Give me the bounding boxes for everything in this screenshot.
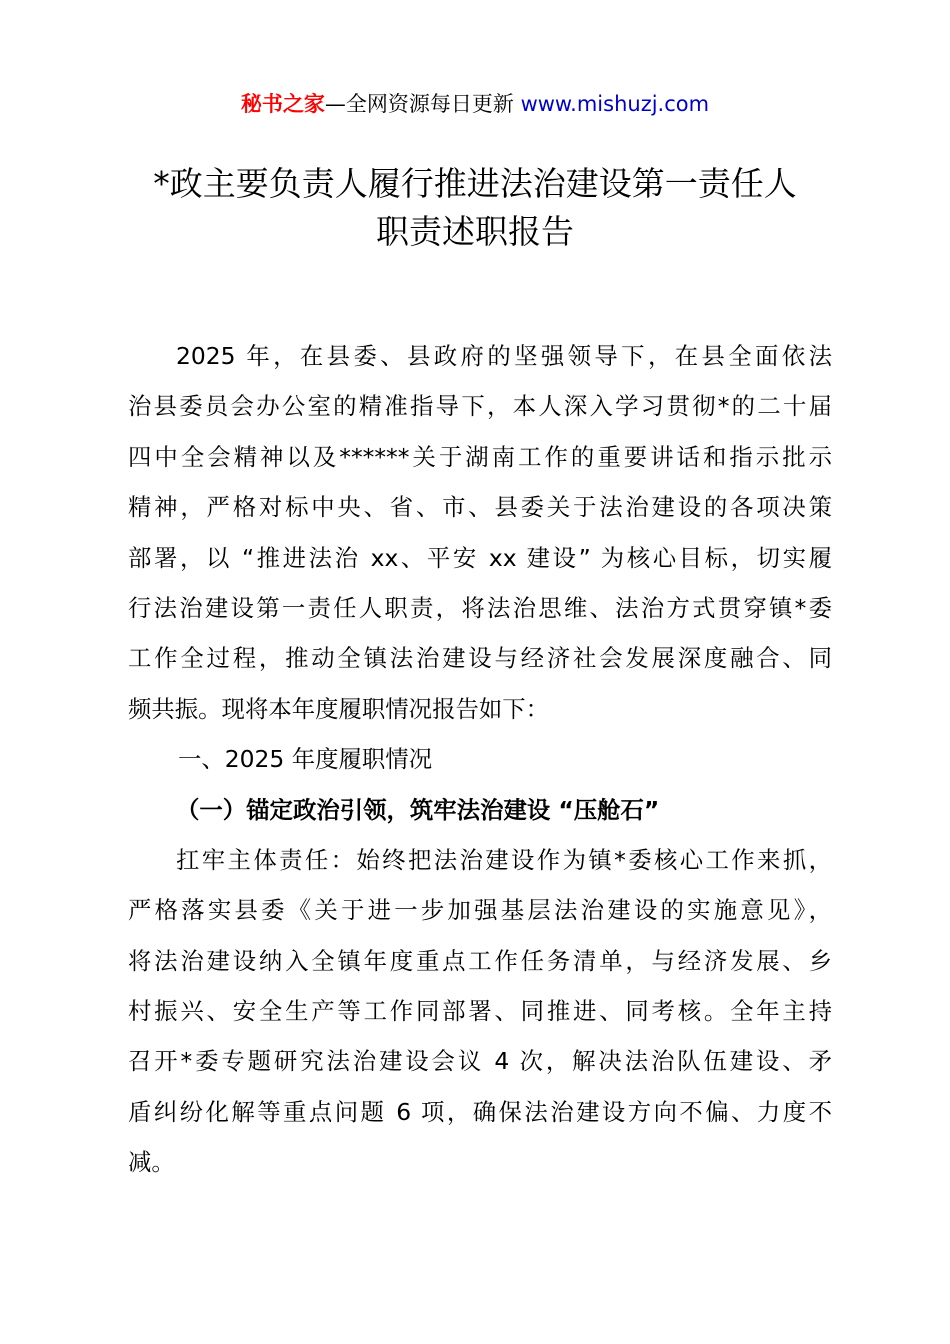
site-header <box>0 86 950 122</box>
subsection-heading: （一）锚定政治引领，筑牢法治建设 “压舱石” <box>176 795 660 824</box>
intro-line: 四中全会精神以及******关于湖南工作的重要讲话和指示批示 <box>128 442 832 471</box>
paragraph-line: 盾纠纷化解等重点问题 6 项，确保法治建设方向不偏、力度不 <box>128 1097 832 1126</box>
intro-line: 行法治建设第一责任人职责，将法治思维、法治方式贯穿镇*委 <box>128 593 832 622</box>
intro-paragraph <box>128 331 832 734</box>
paragraph-line: 召开*委专题研究法治建设会议 4 次，解决法治队伍建设、矛 <box>128 1047 832 1076</box>
paragraph-line: 严格落实县委《关于进一步加强基层法治建设的实施意见》， <box>128 896 832 925</box>
paragraph-line: 村振兴、安全生产等工作同部署、同推进、同考核。全年主持 <box>128 997 832 1026</box>
header-url-link[interactable]: www.mishuzj.com <box>520 92 710 116</box>
brand-name: 秘书之家 <box>240 92 325 116</box>
paragraph-line: 将法治建设纳入全镇年度重点工作任务清单，与经济发展、乡 <box>128 946 832 975</box>
intro-line: 部署，以 “推进法治 xx、平安 xx 建设” 为核心目标，切实履 <box>128 543 832 572</box>
intro-line: 2025 年，在县委、县政府的坚强领导下，在县全面依法 <box>176 342 832 370</box>
title-line-2: 职责述职报告 <box>376 212 574 251</box>
intro-line: 治县委员会办公室的精准指导下，本人深入学习贯彻*的二十届 <box>128 392 832 421</box>
intro-line: 频共振。现将本年度履职情况报告如下： <box>128 694 550 723</box>
section-heading: 一、2025 年度履职情况 <box>178 745 433 774</box>
paragraph-line: 扛牢主体责任：始终把法治建设作为镇*委核心工作来抓， <box>176 845 832 874</box>
paragraph-responsibility <box>128 835 832 1188</box>
header-slogan: —全网资源每日更新 <box>324 92 521 116</box>
paragraph-line: 减。 <box>128 1148 175 1177</box>
document-body <box>128 331 832 1188</box>
intro-line: 工作全过程，推动全镇法治建设与经济社会发展深度融合、同 <box>128 644 832 673</box>
title-line-1: *政主要负责人履行推进法治建设第一责任人 <box>153 164 797 203</box>
intro-line: 精神，严格对标中央、省、市、县委关于法治建设的各项决策 <box>128 493 832 522</box>
document-title <box>0 160 950 256</box>
